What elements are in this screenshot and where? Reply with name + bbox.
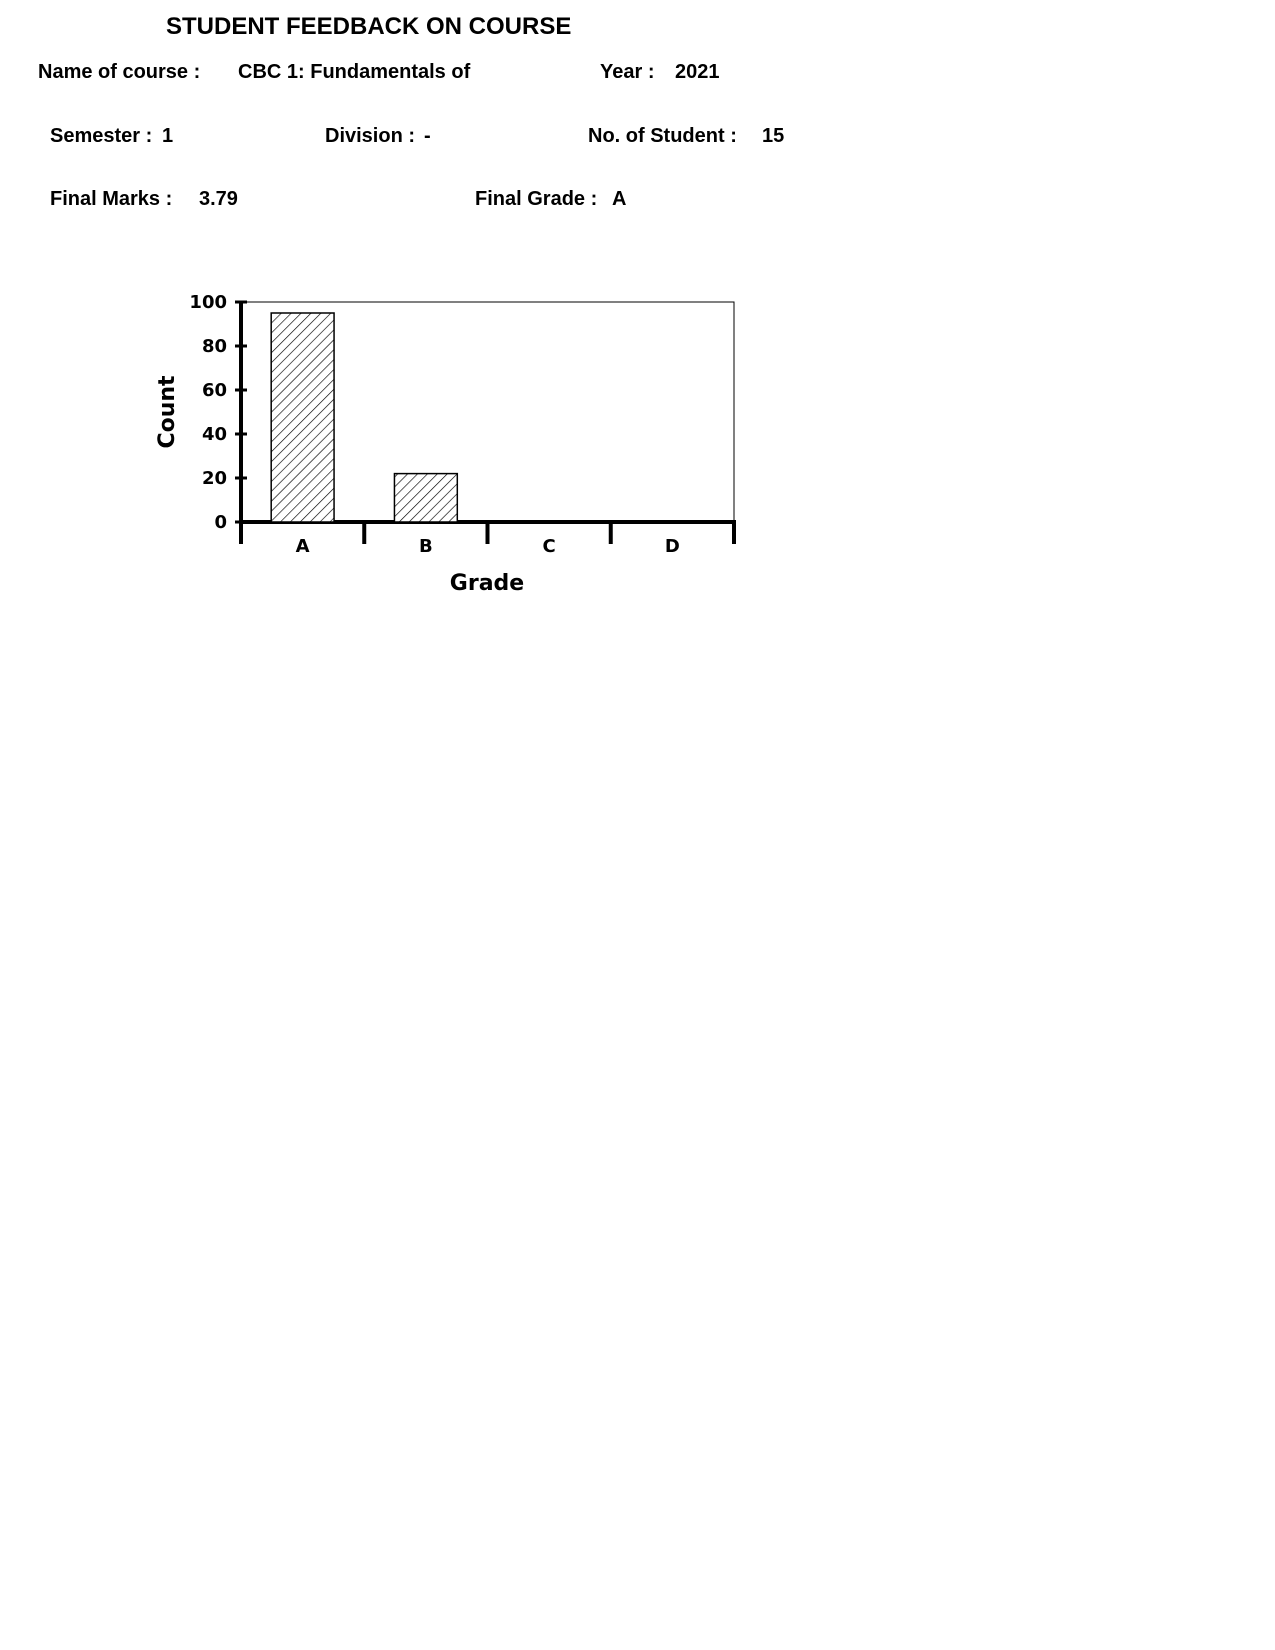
final-grade-value: A [612, 188, 627, 210]
y-tick-label: 60 [201, 380, 227, 401]
year-label: Year : [600, 61, 655, 83]
x-axis [239, 522, 736, 557]
x-tick-label: C [542, 536, 556, 557]
semester-label: Semester : [50, 125, 153, 147]
bar-d [641, 522, 704, 523]
students-label: No. of Student : [588, 125, 737, 147]
grade-distribution-chart [0, 0, 1275, 650]
bars [271, 313, 704, 523]
students-value: 15 [762, 125, 785, 147]
y-axis [189, 292, 247, 533]
y-tick-label: 0 [214, 512, 227, 533]
course-name-label: Name of course : [38, 61, 201, 83]
bar-b [394, 474, 457, 522]
division-value: - [424, 125, 431, 147]
bar-a [271, 313, 334, 522]
course-name-value: CBC 1: Fundamentals of [238, 61, 471, 83]
final-marks-label: Final Marks : [50, 188, 173, 210]
x-tick-label: B [419, 536, 433, 557]
year-value: 2021 [675, 61, 720, 83]
x-tick-label: A [295, 536, 310, 557]
division-label: Division : [325, 125, 416, 147]
y-tick-label: 20 [201, 468, 227, 489]
y-axis-title: Count [155, 375, 180, 449]
y-tick-label: 40 [201, 424, 227, 445]
x-tick-label: D [664, 536, 680, 557]
final-grade-label: Final Grade : [475, 188, 598, 210]
final-marks-value: 3.79 [199, 188, 238, 210]
bar-c [518, 522, 581, 523]
page-title: STUDENT FEEDBACK ON COURSE [166, 13, 572, 40]
y-tick-label: 100 [189, 292, 227, 313]
x-axis-title: Grade [449, 571, 525, 596]
y-tick-label: 80 [201, 336, 227, 357]
semester-value: 1 [162, 125, 174, 147]
